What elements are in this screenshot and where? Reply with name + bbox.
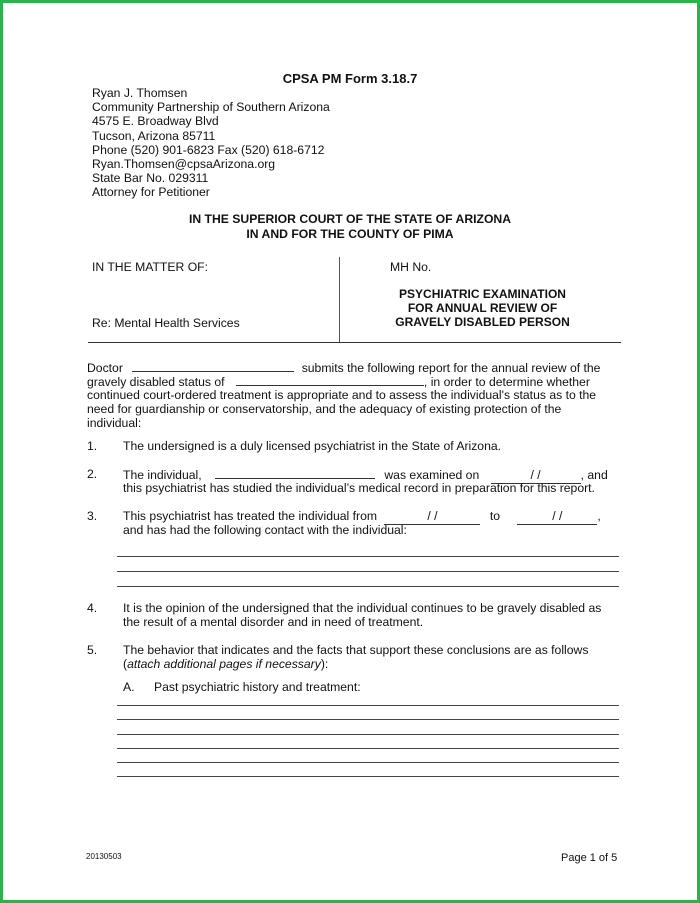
intro-in-order: , in order to determine whether	[423, 375, 590, 389]
item-5-number: 5.	[87, 643, 98, 657]
history-line-1[interactable]	[117, 705, 619, 706]
attorney-bar-number: State Bar No. 029311	[92, 171, 209, 186]
caption-bottom-rule	[88, 342, 621, 343]
doctor-label: Doctor	[87, 361, 123, 375]
individual-name-field-2[interactable]	[215, 467, 375, 479]
item-2-text-c: , and	[580, 468, 608, 482]
item-3-to: to	[489, 509, 500, 523]
doctor-name-field[interactable]	[132, 360, 294, 372]
contact-line-3[interactable]	[117, 586, 619, 587]
court-name: IN THE SUPERIOR COURT OF THE STATE OF ARIZONA	[188, 212, 512, 226]
attorney-org: Community Partnership of Southern Arizona	[92, 100, 330, 115]
intro-line4: need for guardianship or conservatorship, and the adequacy of existing protection of the	[87, 402, 562, 416]
history-line-3[interactable]	[117, 734, 619, 735]
history-line-2[interactable]	[117, 719, 619, 720]
intro-submits: submits the following report for the annual review of the	[301, 361, 601, 375]
item-2-number: 2.	[87, 467, 98, 481]
intro-line3: continued court-ordered treatment is appropriate and to assess the individual's status as to the	[87, 388, 597, 402]
matter-of-label: IN THE MATTER OF:	[92, 260, 209, 274]
court-county: IN AND FOR THE COUNTY OF PIMA	[246, 227, 454, 241]
attach-pages-note: attach additional pages if necessary	[127, 657, 321, 671]
caption-divider	[339, 257, 340, 343]
gravely-label: gravely disabled status of	[87, 375, 225, 389]
attorney-block	[92, 86, 330, 200]
re-mental-health-services: Re: Mental Health Services	[92, 316, 240, 330]
sub-a-letter: A.	[123, 680, 135, 694]
treatment-start-date-field[interactable]: / /	[384, 509, 480, 525]
history-line-5[interactable]	[117, 762, 619, 763]
attorney-email: Ryan.Thomsen@cpsaArizona.org	[92, 157, 276, 172]
intro-line5: individual:	[87, 416, 142, 430]
document-title-line1: PSYCHIATRIC EXAMINATION	[399, 287, 566, 301]
mh-number-label: MH No.	[390, 260, 432, 274]
item-4-number: 4.	[87, 601, 98, 615]
item-5-line2	[123, 657, 328, 672]
item-5-line1: The behavior that indicates and the facts that support these conclusions are as follows	[123, 643, 589, 657]
form-title: CPSA PM Form 3.18.7	[282, 71, 418, 86]
item-2-line2: this psychiatrist has studied the individual’s medical record in preparation for this report.	[123, 481, 595, 495]
paren-close: ):	[320, 657, 329, 671]
item-4-line2: the result of a mental disorder and in need of treatment.	[123, 615, 424, 629]
item-3-text-a: This psychiatrist has treated the individual from	[123, 509, 378, 523]
attorney-role: Attorney for Petitioner	[92, 185, 210, 200]
item-3-number: 3.	[87, 509, 98, 523]
individual-name-field[interactable]	[236, 374, 424, 386]
document-title-line3: GRAVELY DISABLED PERSON	[395, 315, 570, 329]
contact-line-2[interactable]	[117, 571, 619, 572]
attorney-name: Ryan J. Thomsen	[92, 86, 188, 100]
attorney-city: Tucson, Arizona 85711	[92, 128, 216, 143]
history-line-6[interactable]	[117, 776, 619, 777]
item-2-text-b: was examined on	[384, 468, 480, 482]
attorney-street: 4575 E. Broadway Blvd	[92, 114, 219, 129]
item-3-comma: ,	[597, 509, 601, 523]
item-3-line2: and has had the following contact with the individual:	[123, 523, 407, 537]
attorney-phone: Phone (520) 901-6823 Fax (520) 618-6712	[92, 142, 325, 157]
contact-line-1[interactable]	[117, 556, 619, 557]
item-1-text: The undersigned is a duly licensed psychiatrist in the State of Arizona.	[123, 439, 502, 453]
item-4-line1: It is the opinion of the undersigned that the individual continues to be gravely disabled as	[123, 601, 602, 615]
history-line-4[interactable]	[117, 748, 619, 749]
paren-open: (	[123, 657, 128, 671]
item-2-text-a: The individual,	[123, 468, 202, 482]
sub-a-heading: Past psychiatric history and treatment:	[154, 680, 361, 694]
page-number: Page 1 of 5	[561, 852, 618, 864]
document-title-line2: FOR ANNUAL REVIEW OF	[407, 301, 558, 315]
item-1-number: 1.	[87, 439, 98, 453]
treatment-end-date-field[interactable]: / /	[517, 509, 597, 525]
form-revision-code: 20130503	[86, 852, 122, 861]
exam-date-field[interactable]: / /	[491, 468, 581, 484]
